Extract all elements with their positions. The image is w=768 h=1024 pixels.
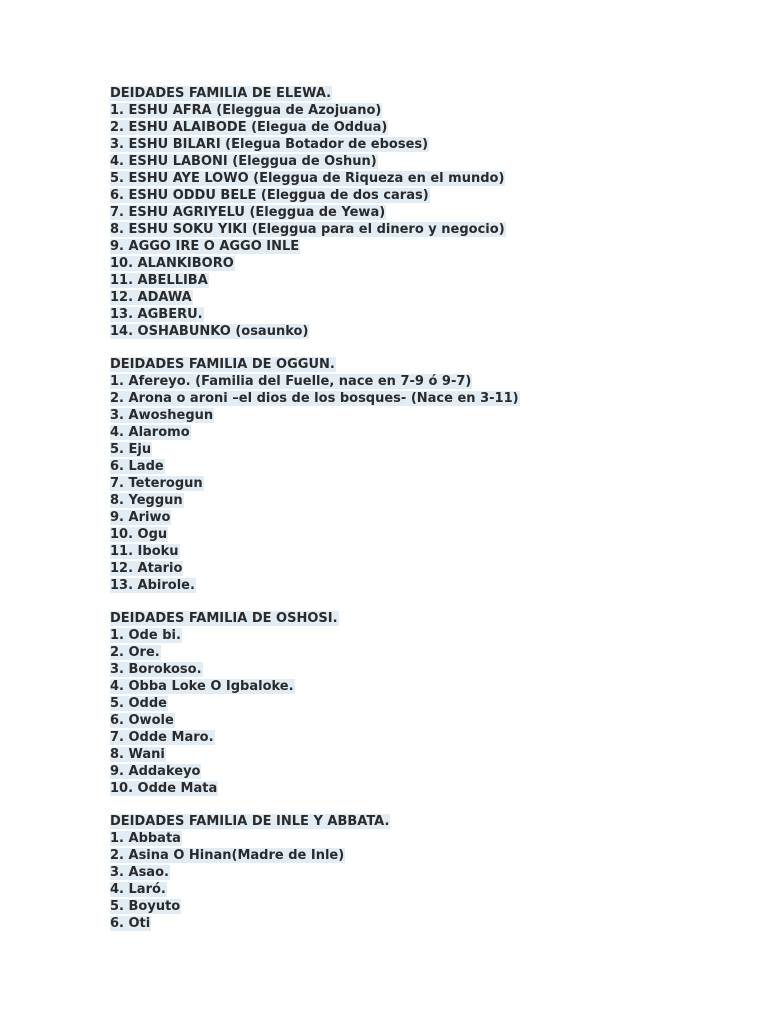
list-item: 6. Owole <box>110 713 174 728</box>
list-item: 6. Lade <box>110 459 164 474</box>
list-item: 14. OSHABUNKO (osaunko) <box>110 324 309 339</box>
list-item: 2. Ore. <box>110 645 160 660</box>
list-item: 1. ESHU AFRA (Eleggua de Azojuano) <box>110 103 382 118</box>
list-item: 1. Abbata <box>110 831 181 846</box>
list-item: 2. ESHU ALAIBODE (Elegua de Oddua) <box>110 120 388 135</box>
list-item: 13. AGBERU. <box>110 307 203 322</box>
list-item: 9. Ariwo <box>110 510 171 525</box>
list-item: 8. Wani <box>110 747 165 762</box>
list-item: 8. ESHU SOKU YIKI (Eleggua para el dinero y negocio) <box>110 222 505 237</box>
list-item: 7. Odde Maro. <box>110 730 214 745</box>
section-elewa <box>110 85 730 340</box>
section-oshosi <box>110 610 730 797</box>
list-item: 9. Addakeyo <box>110 764 201 779</box>
list-item: 6. ESHU ODDU BELE (Eleggua de dos caras) <box>110 188 429 203</box>
list-item: 10. Odde Mata <box>110 781 218 796</box>
section-heading: DEIDADES FAMILIA DE OGGUN. <box>110 357 335 372</box>
section-heading: DEIDADES FAMILIA DE OSHOSI. <box>110 611 338 626</box>
list-item: 9. AGGO IRE O AGGO INLE <box>110 239 300 254</box>
list-item: 5. Eju <box>110 442 152 457</box>
list-item: 11. ABELLIBA <box>110 273 208 288</box>
list-item: 4. ESHU LABONI (Eleggua de Oshun) <box>110 154 377 169</box>
section-oggun <box>110 356 730 594</box>
list-item: 8. Yeggun <box>110 493 183 508</box>
list-item: 10. Ogu <box>110 527 168 542</box>
list-item: 4. Laró. <box>110 882 166 897</box>
list-item: 3. Awoshegun <box>110 408 214 423</box>
list-item: 3. ESHU BILARI (Elegua Botador de eboses) <box>110 137 429 152</box>
list-item: 6. Oti <box>110 916 151 931</box>
list-item: 2. Asina O Hinan(Madre de Inle) <box>110 848 345 863</box>
list-item: 10. ALANKIBORO <box>110 256 234 271</box>
section-heading: DEIDADES FAMILIA DE INLE Y ABBATA. <box>110 814 390 829</box>
list-item: 3. Asao. <box>110 865 169 880</box>
list-item: 12. ADAWA <box>110 290 192 305</box>
document-body <box>110 85 730 948</box>
list-item: 4. Obba Loke O Igbaloke. <box>110 679 294 694</box>
list-item: 12. Atario <box>110 561 183 576</box>
list-item: 3. Borokoso. <box>110 662 202 677</box>
list-item: 7. ESHU AGRIYELU (Eleggua de Yewa) <box>110 205 386 220</box>
list-item: 5. Boyuto <box>110 899 181 914</box>
section-heading: DEIDADES FAMILIA DE ELEWA. <box>110 86 332 101</box>
list-item: 2. Arona o aroni –el dios de los bosques- (Nace en 3-11) <box>110 391 519 406</box>
section-inle-abbata <box>110 813 730 932</box>
list-item: 7. Teterogun <box>110 476 203 491</box>
list-item: 4. Alaromo <box>110 425 190 440</box>
list-item: 13. Abirole. <box>110 578 195 593</box>
list-item: 11. Iboku <box>110 544 179 559</box>
list-item: 5. Odde <box>110 696 167 711</box>
list-item: 5. ESHU AYE LOWO (Eleggua de Riqueza en el mundo) <box>110 171 505 186</box>
list-item: 1. Ode bi. <box>110 628 181 643</box>
list-item: 1. Afereyo. (Familia del Fuelle, nace en 7-9 ó 9-7) <box>110 374 472 389</box>
